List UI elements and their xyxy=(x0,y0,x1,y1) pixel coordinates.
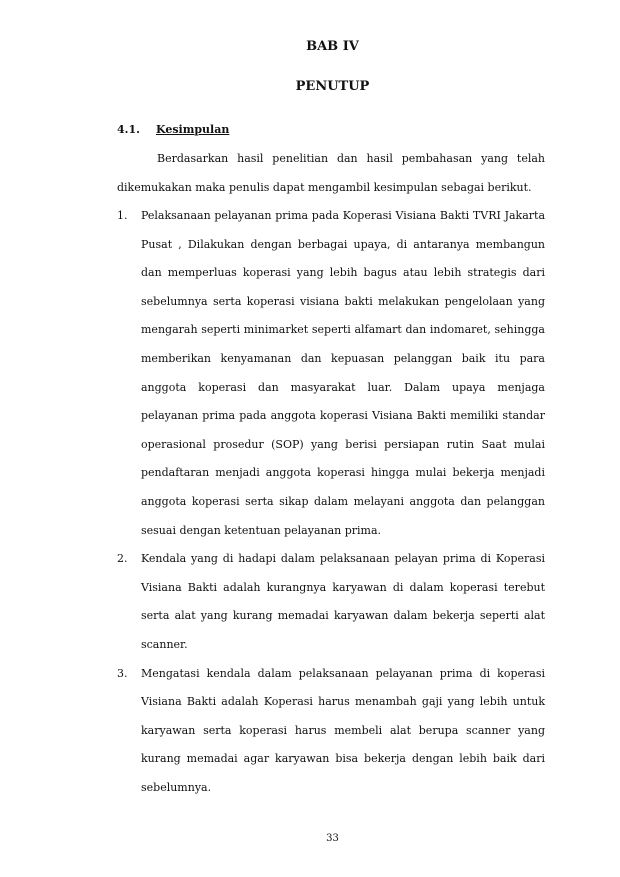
list-item xyxy=(117,660,545,803)
chapter-label: BAB IV xyxy=(306,39,359,54)
section-number: 4.1. xyxy=(117,123,140,136)
intro-paragraph: Berdasarkan hasil penelitian dan hasil pembahasan yang telah dikemukakan maka penulis dapat mengambil kesimpulan sebagai berikut. xyxy=(117,152,545,194)
section-title: Kesimpulan xyxy=(156,123,230,136)
list-item-number: 2. xyxy=(117,552,128,566)
conclusion-list xyxy=(117,202,545,802)
section-heading xyxy=(117,122,229,138)
list-item-number: 3. xyxy=(117,666,128,680)
list-item-text: Kendala yang di hadapi dalam pelaksanaan pelayan prima di Koperasi Visiana Bakti adalah kurangnya karyawan di dalam koperasi terebut serta alat yang kurang memadai karyawan dalam bekerja seperti alat scanner. xyxy=(141,552,545,651)
list-item xyxy=(117,202,545,545)
page-number: 33 xyxy=(326,833,339,844)
list-item xyxy=(117,545,545,659)
list-item-text: Pelaksanaan pelayanan prima pada Koperasi Visiana Bakti TVRI Jakarta Pusat , Dilakukan dengan berbagai upaya, di antaranya membangun dan memperluas koperasi yang lebih bagus atau lebih strategis dari sebelumnya serta koperasi visiana bakti melakukan pengelolaan yang mengarah seperti minimarket seperti alfamart dan indomaret, sehingga memberikan kenyamanan dan kepuasan pelanggan baik itu para anggota koperasi dan masyarakat luar. Dalam upaya menjaga pelayanan prima pada anggota koperasi Visiana Bakti memiliki standar operasional prosedur (SOP) yang berisi persiapan rutin Saat mulai pendaftaran menjadi anggota koperasi hingga mulai bekerja menjadi anggota koperasi serta sikap dalam melayani anggota dan pelanggan sesuai dengan ketentuan pelayanan prima. xyxy=(141,209,545,537)
list-item-text: Mengatasi kendala dalam pelaksanaan pelayanan prima di koperasi Visiana Bakti adalah Koperasi harus menambah gaji yang lebih untuk karyawan serta koperasi harus membeli alat berupa scanner yang kurang memadai agar karyawan bisa bekerja dengan lebih baik dari sebelumnya. xyxy=(141,666,545,794)
chapter-title: PENUTUP xyxy=(295,79,370,94)
list-item-number: 1. xyxy=(117,209,128,222)
